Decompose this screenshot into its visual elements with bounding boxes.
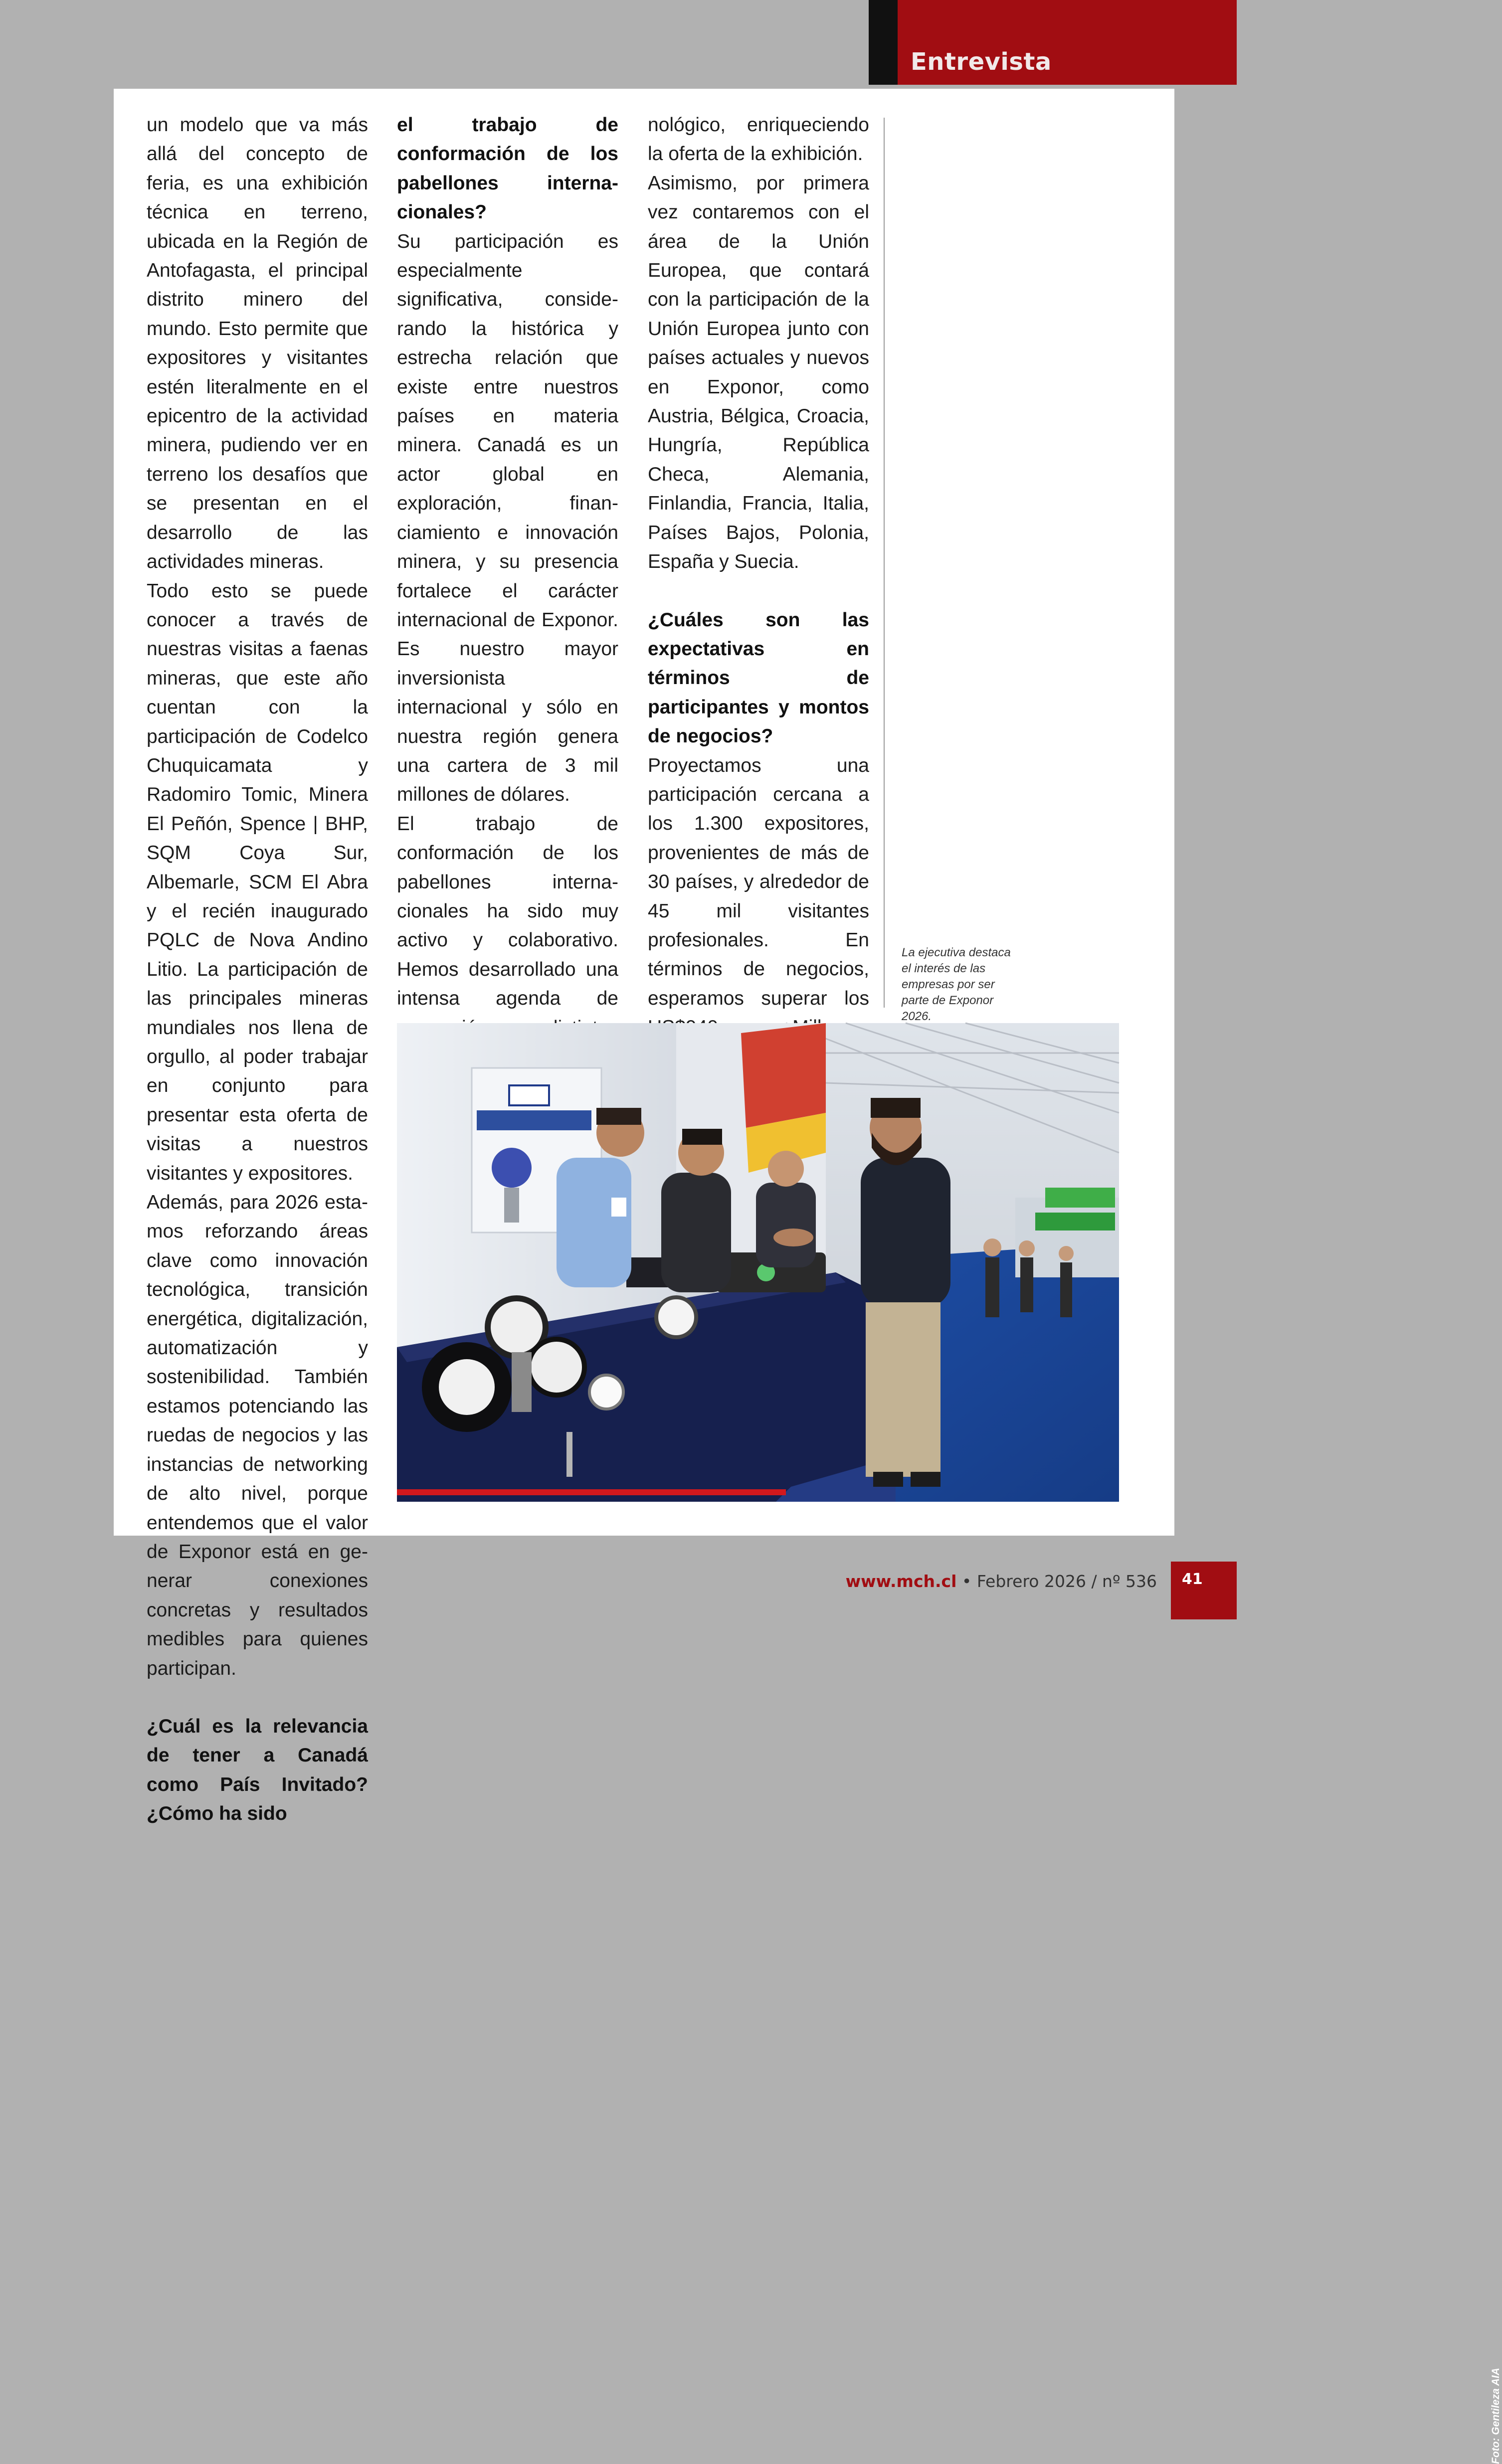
paragraph: un modelo que va más allá del concepto de feria, es una exhibición técnica en terreno, ubicada en la Región de Antofagasta, el principal distrito minero del mundo. Esto permite que expositores y visitantes estén literalmente en el epicentro de la actividad minera, pudiendo ver en terreno los desafíos que se presentan en el desarrollo de las actividades mineras. xyxy=(147,114,368,573)
interview-question: ¿Cuáles son las expectativas en términos de participantes y montos de negocios? xyxy=(648,609,869,747)
paragraph: nológico, enriqueciendo la oferta de la exhibición. xyxy=(648,114,869,165)
paragraph: Asimismo, por primera vez contaremos con el área de la Unión Europea, que contará con la participación de la Unión Europea junto con países actuales y nuevos en Exponor, como Austria, Bélgica, Croacia, Hungría, República Checa, Alemania, Finlandia, Francia, Italia, Países Bajos, Polonia, España y Suecia. xyxy=(648,172,869,573)
interview-question: ¿Cuál es la relevancia de tener a Canadá como País Invitado? ¿Cómo ha sido xyxy=(147,1715,368,1825)
paragraph-text: Proyectamos una participación cercana a los 1.300 expositores, provenientes de más de 30 países, y alrededor de 45 mil visitantes profesionales. En términos de negocios, esperamos superar los xyxy=(648,754,869,1009)
article-column-1 xyxy=(147,111,368,1829)
photo-credit: Foto: Gentileza AIA xyxy=(1490,2368,1502,2464)
page-number: 41 xyxy=(1182,1571,1203,1588)
interview-question: el trabajo de conformación de los pabellones internacionales? xyxy=(397,114,618,223)
footer-bullet: • xyxy=(961,1572,972,1591)
issue-info: Febrero 2026 / nº 536 xyxy=(976,1572,1157,1591)
column-divider xyxy=(884,118,885,1008)
page-number-box xyxy=(1171,1562,1237,1619)
section-title: Entrevista xyxy=(911,48,1052,76)
paragraph: Todo esto se puede conocer a través de nuestras visitas a faenas mineras, que este año cuentan con la participación de Codelco Chuquicamata y Radomiro Tomic, Minera El Peñón, Spence | BHP, SQM Coya Sur, Albemarle, SCM El Abra y el recién inaugurado PQLC de Nova Andino Litio. La participación de las principales mineras mundiales nos llena de orgullo, al poder trabajar en conjunto para presentar esta oferta de visitas a nuestros visitantes y expositores. xyxy=(147,580,368,1184)
expo-booth-illustration xyxy=(397,1023,1119,1502)
header-black-block xyxy=(869,0,898,85)
footer xyxy=(846,1572,1157,1591)
photo-caption: La ejecutiva destaca el interés de las empresas por ser parte de Exponor 2026. xyxy=(902,946,1011,1023)
paragraph: El trabajo de conformación de los pabellones internacionales ha sido muy activo y colaborativo. Hemos desarrollado una intensa agenda de xyxy=(397,813,618,1010)
site-url[interactable]: www.mch.cl xyxy=(845,1572,957,1591)
paragraph: Su participación es especialmente significativa, considerando la histórica y estrecha relación que existe entre nuestros países en materia minera. Canadá es un actor global en exploración, financiamiento e innovación minera, y su presencia fortalece el carácter internacional de Exponor. Es nuestro mayor inversionista internacional y sólo en nuestra región genera una cartera de 3 mil millones de dólares. xyxy=(397,230,618,806)
paragraph: Además, para 2026 estamos reforzando áreas clave como innovación tecnológica, transición energética, digitalización, automatización y sostenibilidad. También estamos potenciando las ruedas de negocios y las instancias de networking de alto nivel, porque entendemos que el valor de Exponor está en generar conexiones concretas y resultados medibles para quienes participan. xyxy=(147,1192,368,1679)
